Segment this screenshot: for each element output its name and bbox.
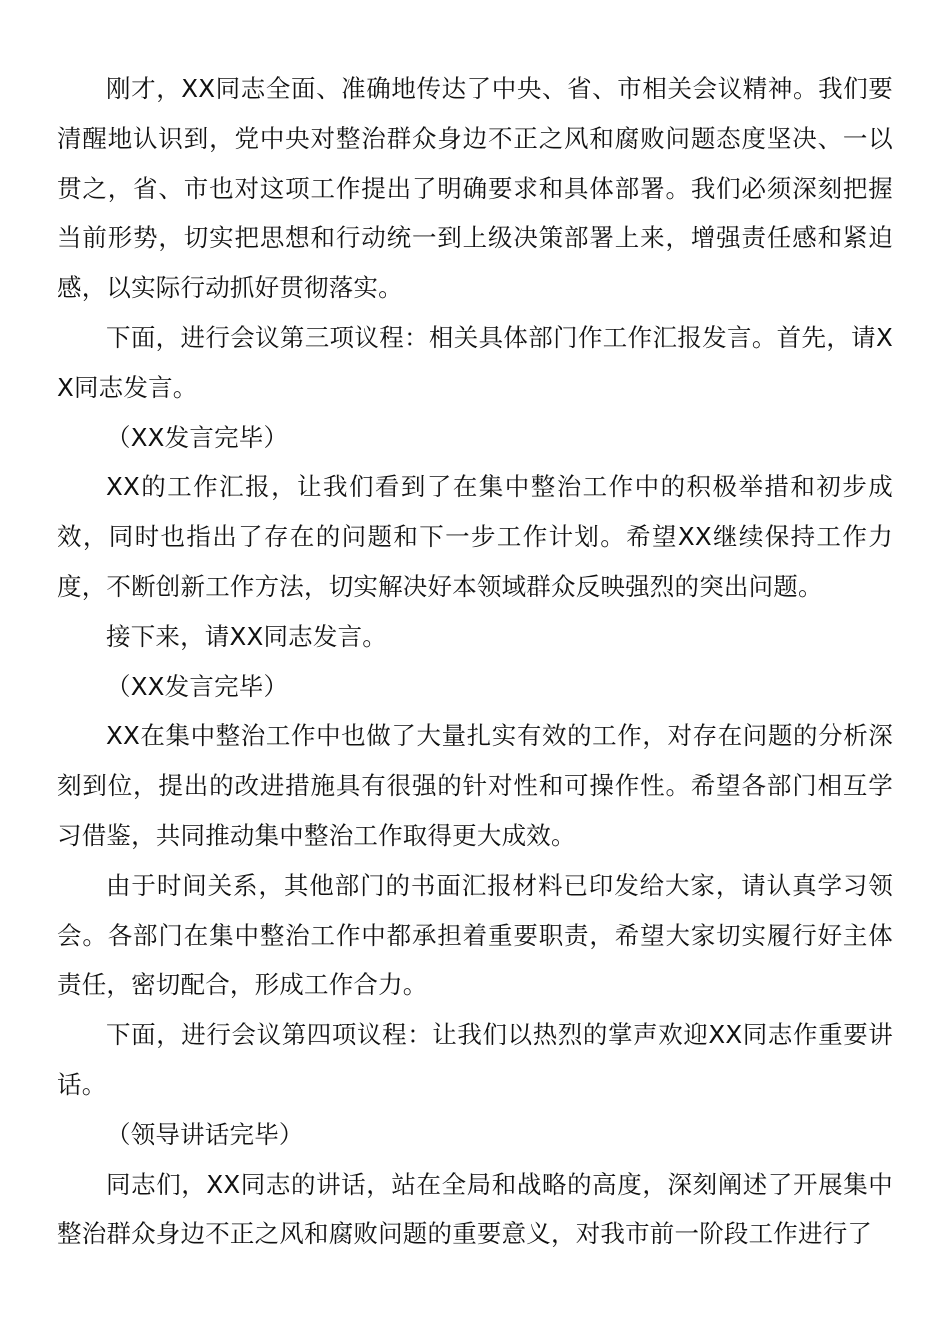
- paragraph-agenda-item-four: 下面，进行会议第四项议程：让我们以热烈的掌声欢迎XX同志作重要讲话。: [57, 1020, 893, 1099]
- paragraph-agenda-item-three: 下面，进行会议第三项议程：相关具体部门作工作汇报发言。首先，请XX同志发言。: [57, 322, 893, 402]
- paragraph-speech-finished-2: （XX发言完毕）: [106, 671, 289, 701]
- paragraph-comment-on-report-2: XX在集中整治工作中也做了大量扎实有效的工作，对存在问题的分析深刻到位，提出的改进措施具有很强的针对性和可操作性。希望各部门相互学习借鉴，共同推动集中整治工作取得更大成效。: [57, 721, 893, 850]
- document-body: [57, 64, 893, 1259]
- paragraph-next-speaker: 接下来，请XX同志发言。: [106, 621, 387, 651]
- paragraph-opening-remarks: 刚才，XX同志全面、准确地传达了中央、省、市相关会议精神。我们要清醒地认识到，党中央对整治群众身边不正之风和腐败问题态度坚决、一以贯之，省、市也对这项工作提出了明确要求和具体部署。我们必须深刻把握当前形势，切实把思想和行动统一到上级决策部署上来，增强责任感和紧迫感，以实际行动抓好贯彻落实。: [57, 74, 893, 303]
- paragraph-written-reports: 由于时间关系，其他部门的书面汇报材料已印发给大家，请认真学习领会。各部门在集中整治工作中都承担着重要职责，希望大家切实履行好主体责任，密切配合，形成工作合力。: [57, 870, 893, 1000]
- paragraph-speech-finished-1: （XX发言完毕）: [106, 422, 289, 452]
- paragraph-closing-summary: 同志们，XX同志的讲话，站在全局和战略的高度，深刻阐述了开展集中整治群众身边不正之风和腐败问题的重要意义，对我市前一阶段工作进行了: [57, 1169, 893, 1249]
- paragraph-comment-on-report-1: XX的工作汇报，让我们看到了在集中整治工作中的积极举措和初步成效，同时也指出了存在的问题和下一步工作计划。希望XX继续保持工作力度，不断创新工作方法，切实解决好本领域群众反映强烈的突出问题。: [57, 472, 893, 601]
- paragraph-leader-speech-finished: （领导讲话完毕）: [106, 1119, 304, 1149]
